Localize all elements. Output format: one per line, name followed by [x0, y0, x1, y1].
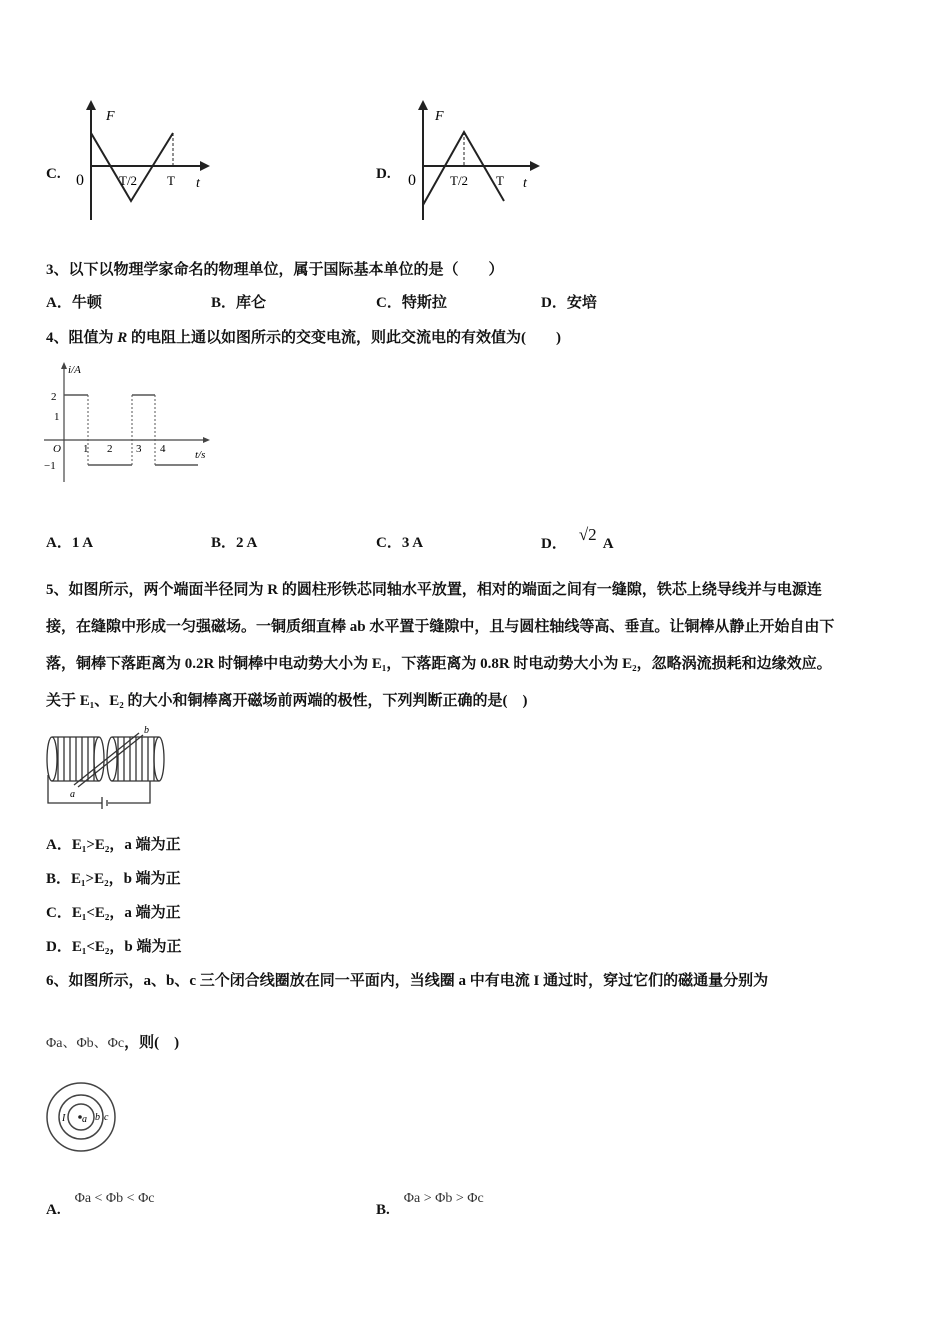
option-letter: C．	[376, 535, 402, 551]
label-a: a	[70, 789, 75, 800]
option-letter: C．	[376, 295, 402, 311]
option-text: 库仑	[236, 295, 267, 311]
q5-option-d[interactable]	[46, 937, 182, 957]
option-text: 牛顿	[71, 295, 102, 311]
q6-stem: 6、如图所示，a、b、c 三个闭合线圈放在同一平面内，当线圈 a 中有电流 I 通过时，穿过它们的磁通量分别为	[46, 973, 769, 989]
y-tick: 1	[54, 411, 60, 423]
x-tick: 4	[160, 443, 166, 455]
q5-stem-line: 关于 E₁、E₂ 的大小和铜棒离开磁场前两端的极性，下列判断正确的是( )	[46, 693, 528, 709]
axis-f-label: F	[435, 109, 444, 124]
q6-stem-cont	[46, 1033, 179, 1054]
x-tick: 1	[83, 443, 89, 455]
option-text: 特斯拉	[401, 295, 447, 311]
label-b: b	[95, 1112, 100, 1123]
option-letter: C．	[46, 905, 72, 921]
option-text: 安培	[566, 295, 597, 311]
x-tick: 2	[107, 443, 113, 455]
axis-t-label: t	[196, 176, 200, 191]
option-letter: D．	[541, 295, 567, 311]
axis-f-label: F	[106, 109, 115, 124]
flux-symbols: Φa、Φb、Φc	[46, 1036, 125, 1051]
q5-option-a[interactable]	[46, 835, 181, 855]
stem-text: 的电阻上通以如图所示的交变电流，则此交流电的有效值为( )	[127, 330, 562, 346]
option-text: Φa > Φb > Φc	[403, 1191, 484, 1206]
q3-option-b[interactable]	[211, 293, 266, 313]
option-text: E₁<E₂，b 端为正	[71, 939, 182, 955]
option-letter: A．	[46, 295, 72, 311]
current-time-graph	[40, 360, 215, 485]
q4-option-b[interactable]	[211, 533, 257, 553]
option-text: E₁>E₂，b 端为正	[71, 871, 181, 887]
q6-option-a[interactable]	[46, 1191, 155, 1221]
q6-option-b[interactable]	[376, 1191, 484, 1221]
q3-option-d[interactable]	[541, 293, 597, 313]
y-tick: 2	[51, 391, 57, 403]
option-letter: B.	[376, 1202, 390, 1218]
tick-half-label: T/2	[450, 173, 469, 188]
option-letter: B．	[46, 871, 72, 887]
q4-option-d[interactable]	[541, 525, 614, 554]
option-text: 1 A	[71, 535, 94, 551]
origin-label: 0	[408, 172, 416, 189]
q4-option-c[interactable]	[376, 533, 423, 553]
concentric-coils-figure	[44, 1080, 119, 1155]
q3-stem: 3、以下以物理学家命名的物理单位，属于国际基本单位的是（ ）	[46, 262, 504, 278]
q4-stem	[46, 328, 561, 348]
label-b: b	[144, 725, 149, 736]
label-c: c	[104, 1112, 109, 1123]
option-c-label[interactable]: C.	[46, 166, 61, 182]
option-letter: D．	[541, 536, 567, 552]
option-letter: B．	[211, 295, 237, 311]
x-tick: 3	[136, 443, 142, 455]
option-letter: A.	[46, 1202, 61, 1218]
tick-t-label: T	[167, 173, 175, 188]
origin-label: 0	[76, 172, 84, 189]
stem-text: ，则( )	[124, 1035, 180, 1051]
y-axis-label: i/A	[68, 364, 81, 376]
option-letter: B．	[211, 535, 237, 551]
option-text: A	[602, 536, 614, 552]
option-text: 2 A	[236, 535, 258, 551]
graph-option-c	[70, 95, 220, 225]
option-text: E₁>E₂，a 端为正	[71, 837, 181, 853]
graph-option-d	[402, 95, 552, 225]
q3-option-a[interactable]	[46, 293, 102, 313]
stem-variable: R	[117, 330, 128, 346]
option-letter: A．	[46, 837, 72, 853]
iron-core-coil-figure	[44, 725, 169, 807]
q5-option-b[interactable]	[46, 869, 181, 889]
x-axis-label: t/s	[195, 449, 206, 461]
option-letter: A．	[46, 535, 72, 551]
option-text: E₁<E₂，a 端为正	[71, 905, 181, 921]
stem-text: 4、阻值为	[46, 330, 118, 346]
option-letter: D．	[46, 939, 72, 955]
q5-stem-line: 落，铜棒下落距离为 0.2R 时铜棒中电动势大小为 E₁，下落距离为 0.8R 时电动势大小为 E₂，忽略涡流损耗和边缘效应。	[46, 656, 832, 672]
q5-stem-line: 接，在缝隙中形成一匀强磁场。一铜质细直棒 ab 水平置于缝隙中，且与圆柱轴线等高、垂直。让铜棒从静止开始自由下	[46, 619, 835, 635]
option-text: Φa < Φb < Φc	[74, 1191, 155, 1206]
sqrt-two: √2	[578, 525, 597, 544]
q4-option-a[interactable]	[46, 533, 93, 553]
option-text: 3 A	[401, 535, 424, 551]
label-current-i: I	[62, 1113, 66, 1124]
label-a: a	[82, 1114, 87, 1125]
tick-t-label: T	[496, 173, 504, 188]
y-tick: −1	[44, 460, 56, 472]
axis-t-label: t	[523, 176, 527, 191]
origin-label: O	[53, 443, 61, 455]
tick-half-label: T/2	[119, 173, 138, 188]
q3-option-c[interactable]	[376, 293, 447, 313]
q5-option-c[interactable]	[46, 903, 181, 923]
option-d-label[interactable]: D.	[376, 166, 391, 182]
q5-stem-line: 5、如图所示，两个端面半径同为 R 的圆柱形铁芯同轴水平放置，相对的端面之间有一缝隙，铁芯上绕导线并与电源连	[46, 582, 822, 598]
